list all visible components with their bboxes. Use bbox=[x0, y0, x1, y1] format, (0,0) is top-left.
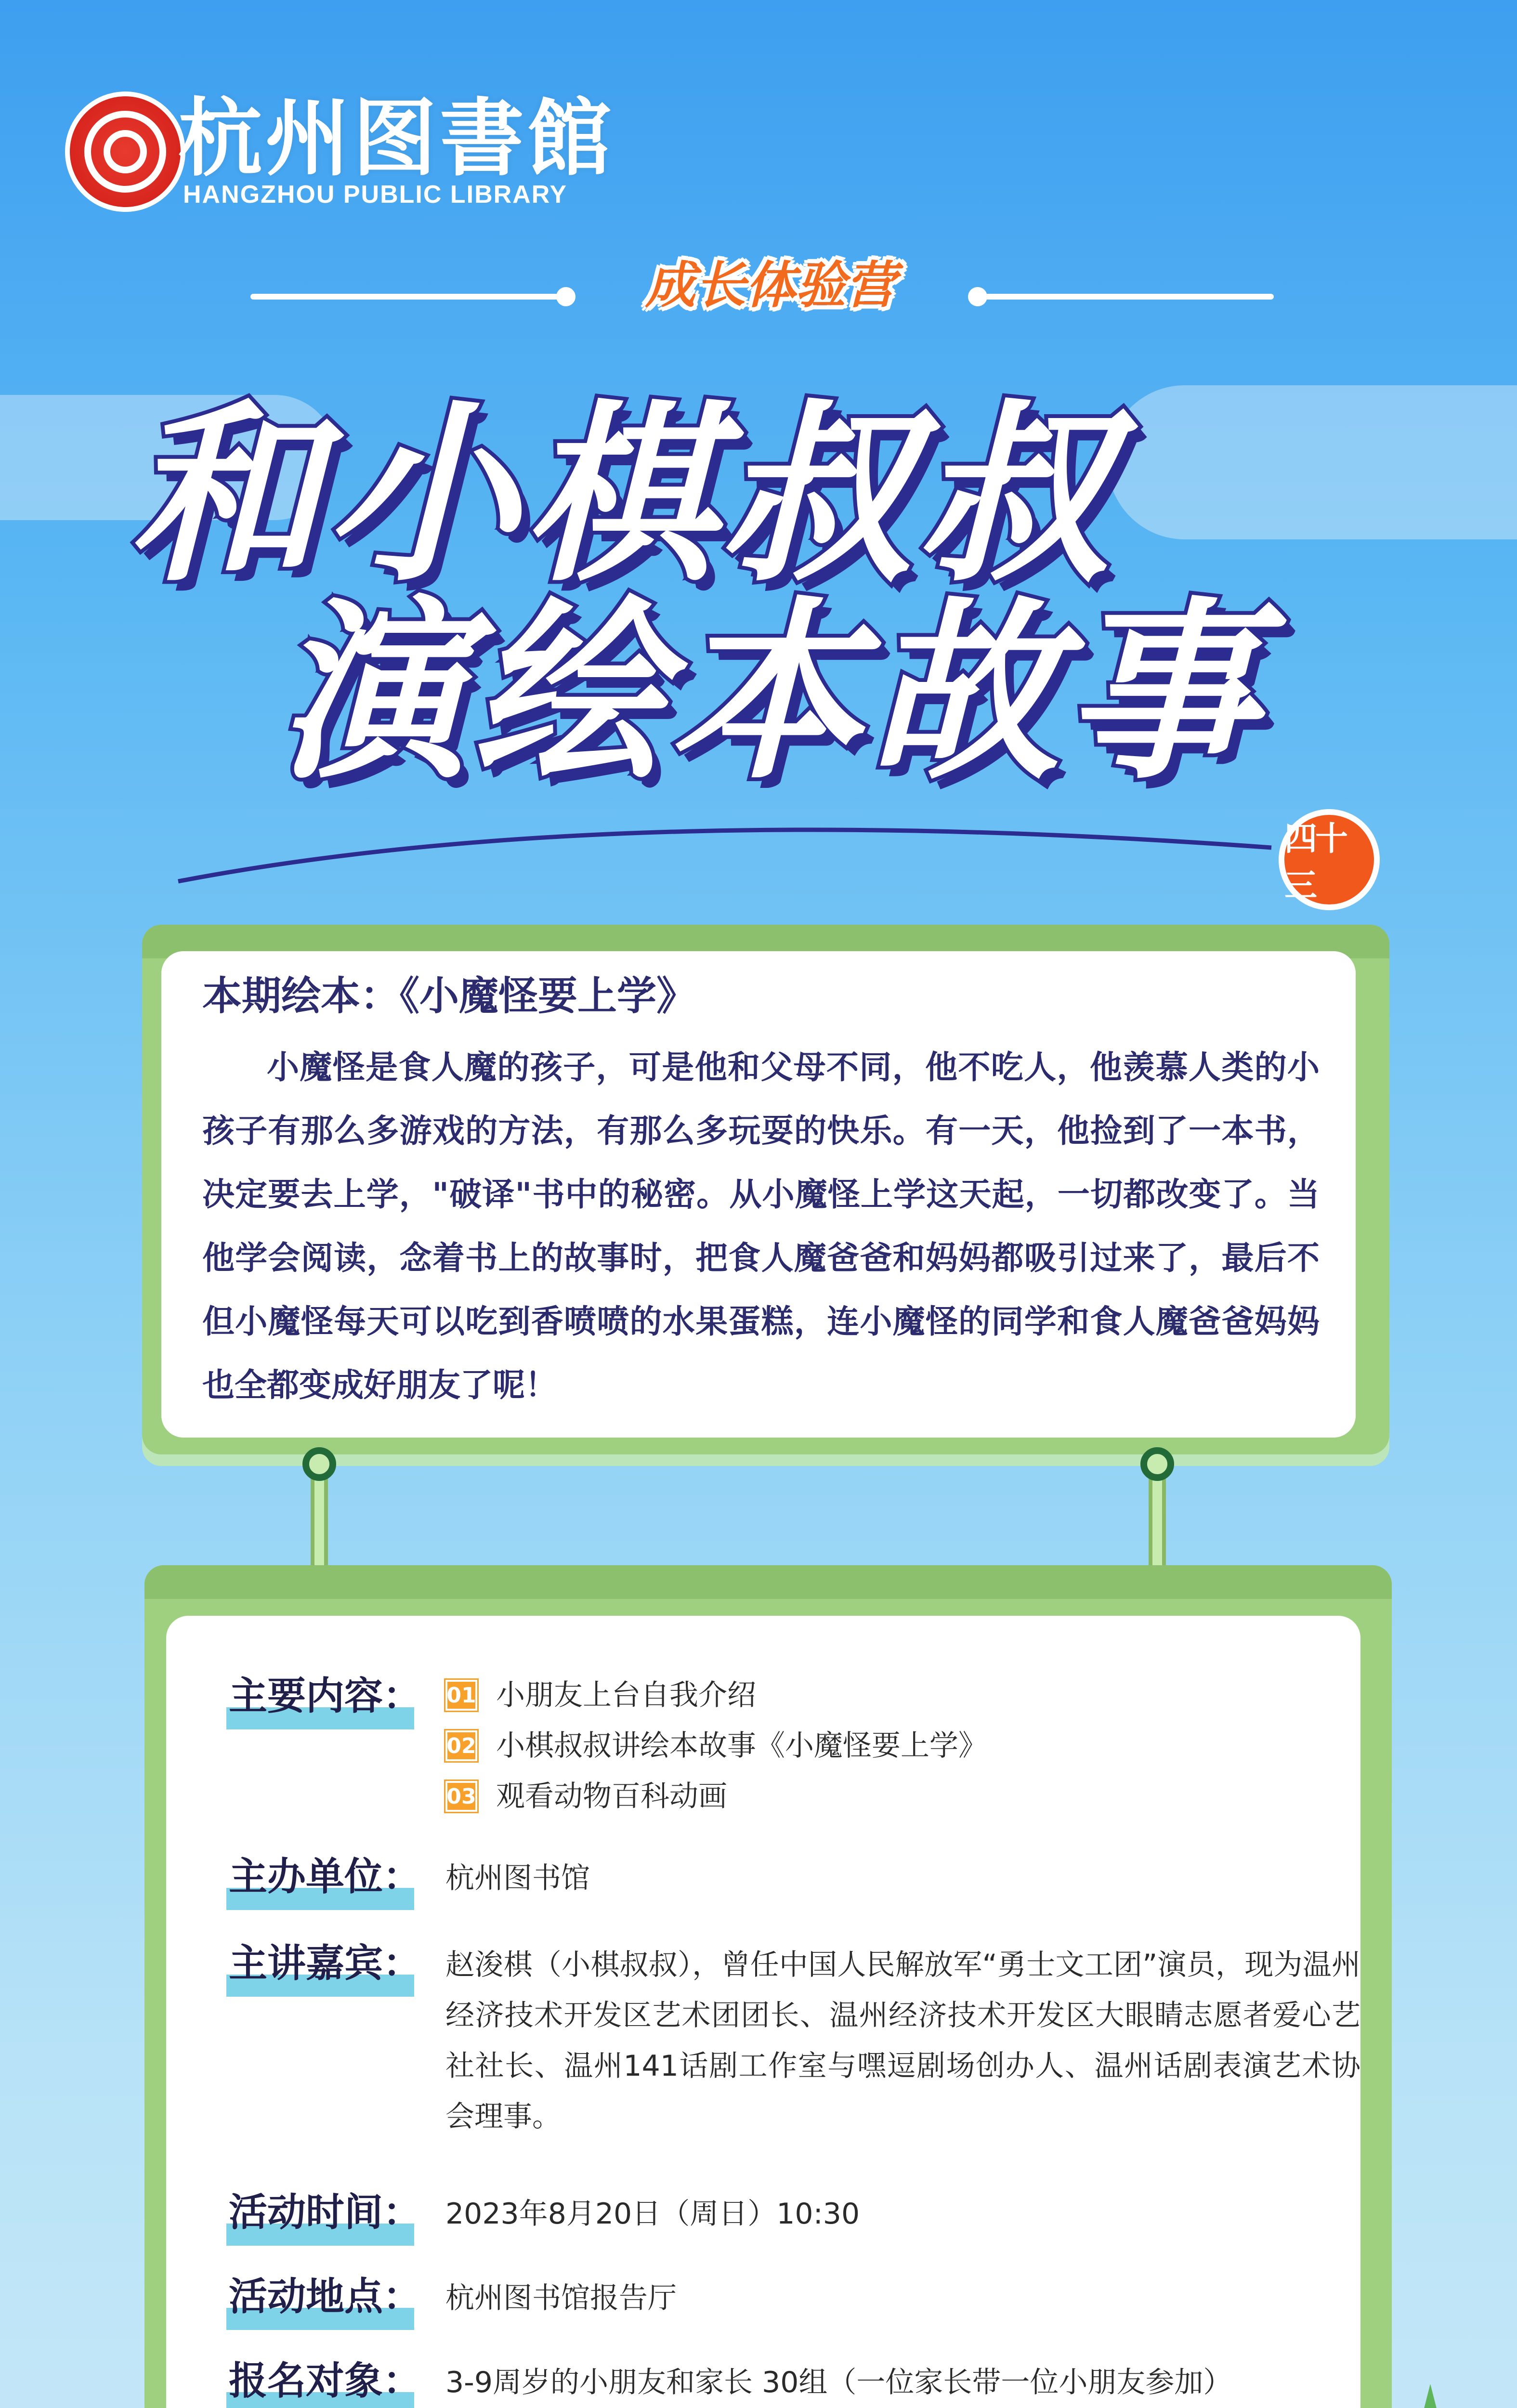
audience-value: 3-9周岁的小朋友和家长 30组（一位家长带一位小朋友参加） bbox=[445, 2366, 1232, 2399]
organizer-label: 主办单位： bbox=[229, 1854, 421, 1899]
content-item-text: 小朋友上台自我介绍 bbox=[496, 1678, 756, 1712]
subtitle-divider-dot-right bbox=[968, 287, 987, 306]
hanger-ring-left-top bbox=[302, 1447, 336, 1481]
library-logo-seal bbox=[65, 92, 185, 212]
content-item-text: 小棋叔叔讲绘本故事《小魔怪要上学》 bbox=[496, 1729, 987, 1763]
subtitle-divider-right bbox=[985, 294, 1274, 300]
speaker-label: 主讲嘉宾： bbox=[229, 1941, 421, 1986]
content-label: 主要内容： bbox=[229, 1674, 421, 1718]
time-value: 2023年8月20日（周日）10:30 bbox=[445, 2197, 860, 2231]
audience-label: 报名对象： bbox=[229, 2358, 421, 2403]
library-name-cn: 杭州图書館 bbox=[178, 89, 614, 188]
library-name-en: HANGZHOU PUBLIC LIBRARY bbox=[183, 181, 568, 209]
main-title-line2: 演绘本故事 bbox=[275, 581, 1262, 805]
subtitle-divider-dot-left bbox=[556, 287, 575, 306]
time-label: 活动时间： bbox=[229, 2190, 421, 2235]
content-item-number: 03 bbox=[445, 1781, 477, 1812]
cloud-decoration bbox=[1108, 385, 1517, 539]
content-item-number: 01 bbox=[445, 1680, 477, 1711]
main-title-line1: 和小棋叔叔 bbox=[128, 384, 1115, 608]
content-item-text: 观看动物百科动画 bbox=[496, 1780, 727, 1813]
issue-number-badge: 四十三 bbox=[1279, 809, 1380, 910]
title-underline-curve bbox=[173, 809, 1281, 896]
organizer-value: 杭州图书馆 bbox=[445, 1861, 590, 1895]
hanger-ring-right-top bbox=[1140, 1447, 1174, 1481]
location-label: 活动地点： bbox=[229, 2274, 421, 2319]
event-series-subtitle: 成长体验营 bbox=[645, 256, 896, 314]
book-intro-description: 小魔怪是食人魔的孩子，可是他和父母不同，他不吃人，他羡慕人类的小孩子有那么多游戏的方法，有那么多玩耍的快乐。有一天，他捡到了一本书，决定要去上学，"破译"书中的秘密。从小魔怪上学这天起，一切都改变了。当他学会阅读，念着书上的故事时，把食人魔爸爸和妈妈都吸引过来了，最后不但小魔怪每天可以吃到香喷喷的水果蛋糕，连小魔怪的同学和食人魔爸爸妈妈也全都变成好朋友了呢！ bbox=[202, 1048, 1320, 1404]
book-intro-heading: 本期绘本：《小魔怪要上学》 bbox=[202, 973, 696, 1019]
subtitle-divider-left bbox=[250, 294, 559, 300]
location-value: 杭州图书馆报告厅 bbox=[445, 2281, 677, 2315]
speaker-value: 赵浚棋（小棋叔叔），曾任中国人民解放军“勇士文工团”演员，现为温州经济技术开发区艺术团团长、温州经济技术开发区大眼睛志愿者爱心艺社社长、温州141话剧工作室与嘿逗剧场创办人、温州话剧表演艺术协会理事。 bbox=[445, 1948, 1360, 2133]
content-item-number: 02 bbox=[445, 1730, 477, 1761]
